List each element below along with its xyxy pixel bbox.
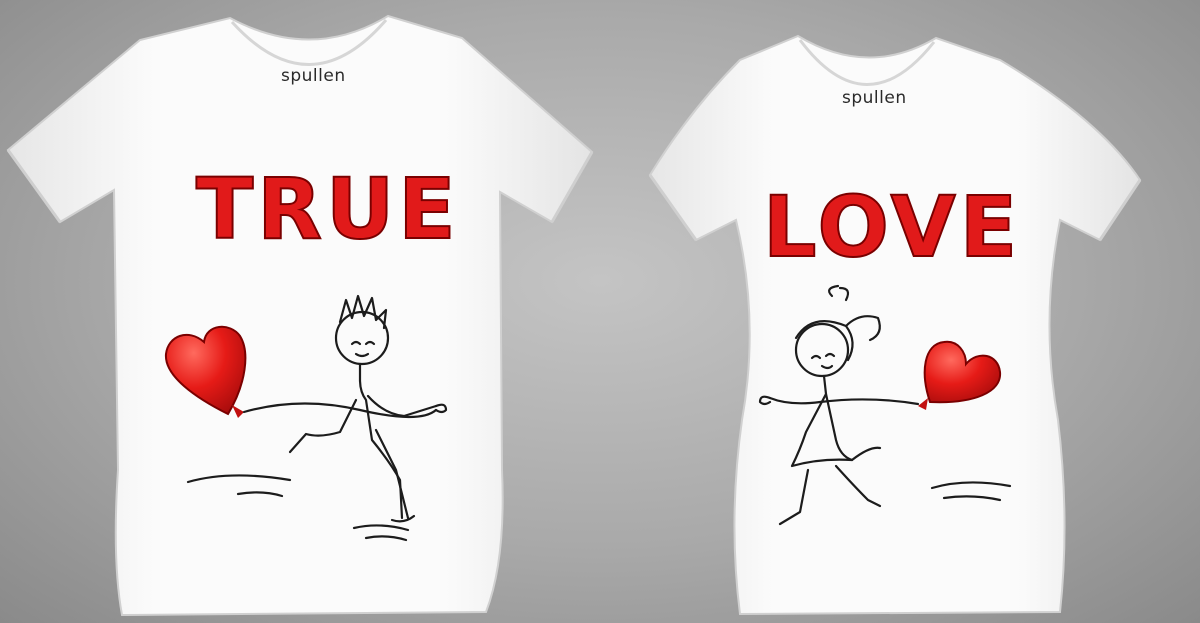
- heart-balloon-right: [918, 342, 1000, 410]
- girl-figure: [760, 286, 1010, 524]
- left-headline-word: TRUE: [196, 160, 460, 258]
- left-brand-label: spullen: [281, 66, 346, 86]
- right-brand-label: spullen: [842, 88, 907, 108]
- right-headline-word: LOVE: [763, 178, 1022, 276]
